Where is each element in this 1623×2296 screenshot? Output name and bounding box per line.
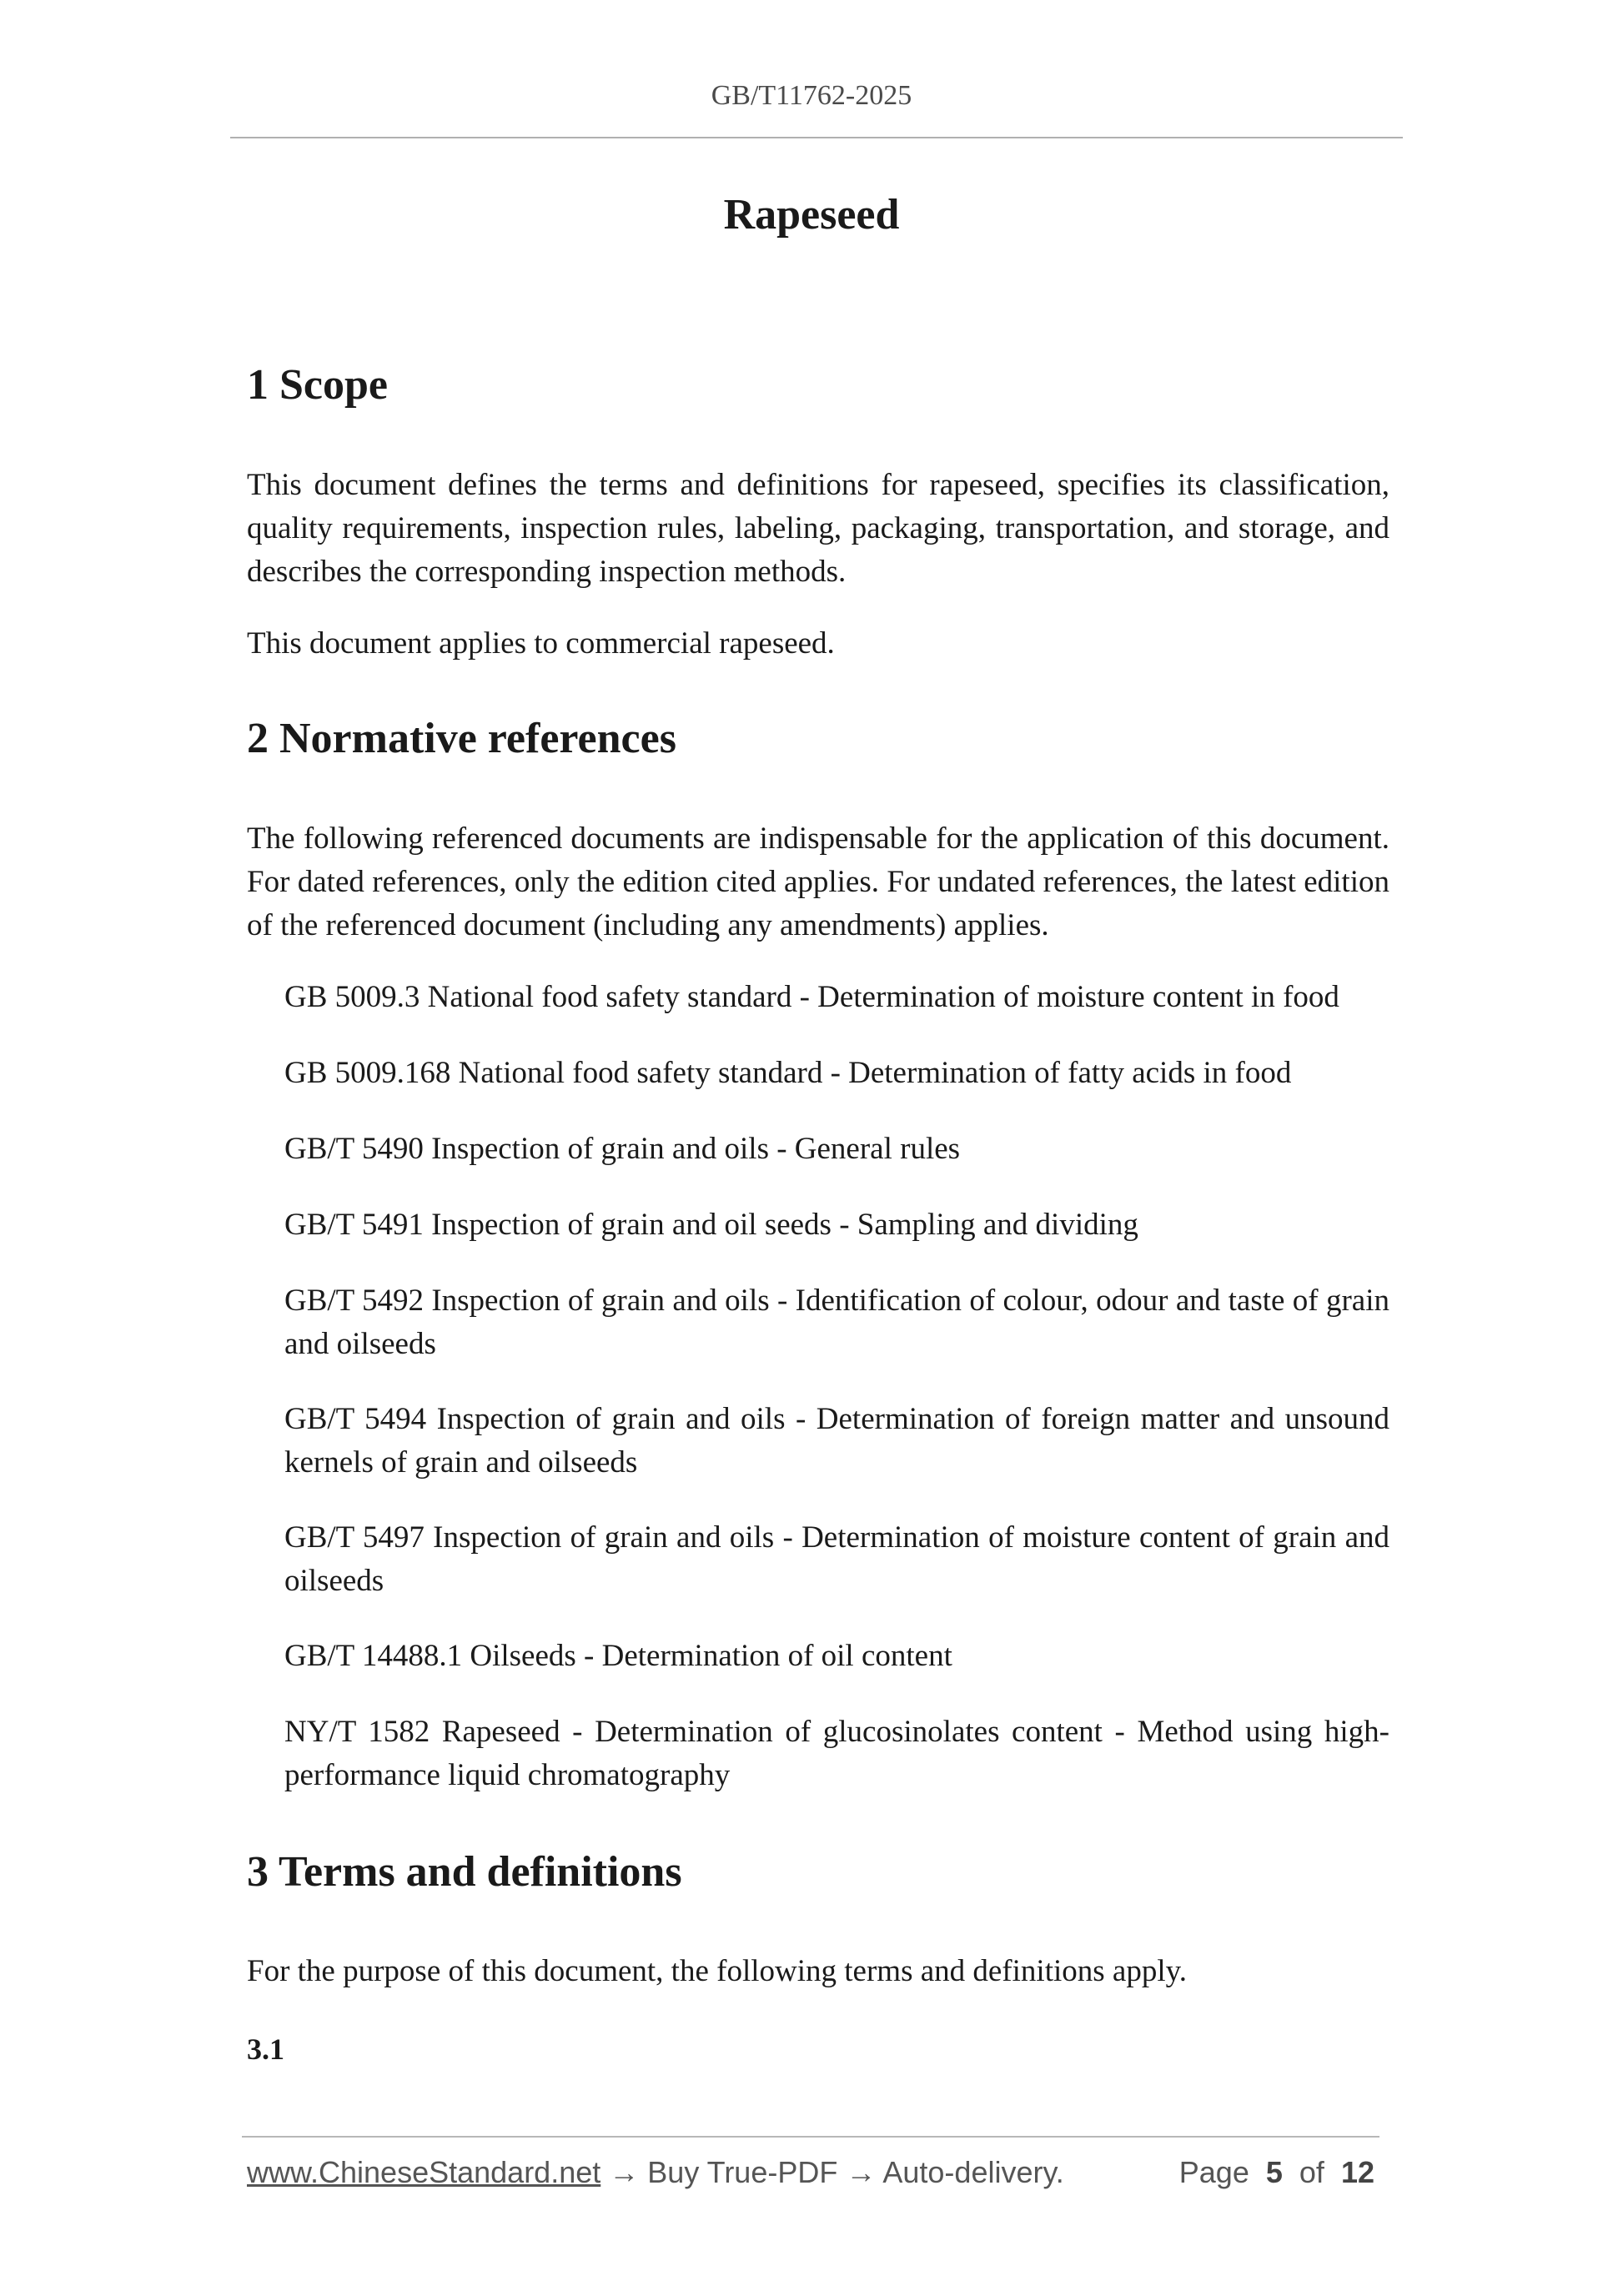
current-page: 5 (1265, 2155, 1283, 2189)
section-heading-scope: 1 Scope (247, 361, 388, 409)
page-of-label: of (1299, 2155, 1324, 2189)
chinesestandard-link[interactable]: www.ChineseStandard.net (247, 2155, 601, 2189)
reference-item: GB/T 5494 Inspection of grain and oils - Determination of foreign matter and unsound kernels of grain and oilseeds (284, 1402, 1389, 1480)
scope-paragraph-1: This document defines the terms and definitions for rapeseed, specifies its classification, quality requirements, inspection rules, labeling, packaging, transportation, and storage, and describes the corresponding inspection methods. (247, 468, 1389, 589)
reference-item: NY/T 1582 Rapeseed - Determination of glucosinolates content - Method using high-performance liquid chromatography (284, 1715, 1389, 1792)
footer-delivery-text: Auto-delivery. (882, 2155, 1064, 2189)
normative-intro-paragraph: The following referenced documents are indispensable for the application of this document. For dated references, only the edition cited applies. For undated references, the latest edition of the referenced document (including any amendments) applies. (247, 821, 1389, 942)
reference-item: GB/T 5497 Inspection of grain and oils - Determination of moisture content of grain and oilseeds (284, 1520, 1389, 1598)
arrow-right-icon: → (846, 2155, 877, 2189)
page-label: Page (1178, 2155, 1249, 2189)
scope-paragraph-2: This document applies to commercial rapeseed. (247, 626, 835, 661)
arrow-right-icon: → (609, 2155, 640, 2189)
page-number (1179, 2155, 1374, 2190)
footer-promo (247, 2155, 1064, 2190)
header-standard-code: GB/T11762-2025 (711, 80, 912, 111)
section-heading-terms-definitions: 3 Terms and definitions (247, 1848, 682, 1896)
section-heading-normative-references: 2 Normative references (247, 715, 676, 762)
reference-item: GB/T 5490 Inspection of grain and oils - General rules (284, 1132, 961, 1166)
reference-item: GB/T 5491 Inspection of grain and oil seeds - Sampling and dividing (284, 1208, 1138, 1242)
reference-item: GB 5009.168 National food safety standard - Determination of fatty acids in food (284, 1056, 1292, 1090)
document-title: Rapeseed (723, 191, 900, 239)
terms-intro-paragraph: For the purpose of this document, the following terms and definitions apply. (247, 1954, 1187, 1988)
footer-buy-text: Buy True-PDF (647, 2155, 838, 2189)
footer-divider (242, 2136, 1379, 2138)
term-number: 3.1 (247, 2032, 284, 2066)
reference-item: GB/T 5492 Inspection of grain and oils - Identification of colour, odour and taste of grain and oilseeds (284, 1284, 1389, 1361)
reference-item: GB 5009.3 National food safety standard - Determination of moisture content in food (284, 980, 1339, 1014)
reference-item: GB/T 14488.1 Oilseeds - Determination of oil content (284, 1639, 952, 1673)
total-pages: 12 (1340, 2155, 1374, 2189)
header-divider (230, 137, 1403, 138)
